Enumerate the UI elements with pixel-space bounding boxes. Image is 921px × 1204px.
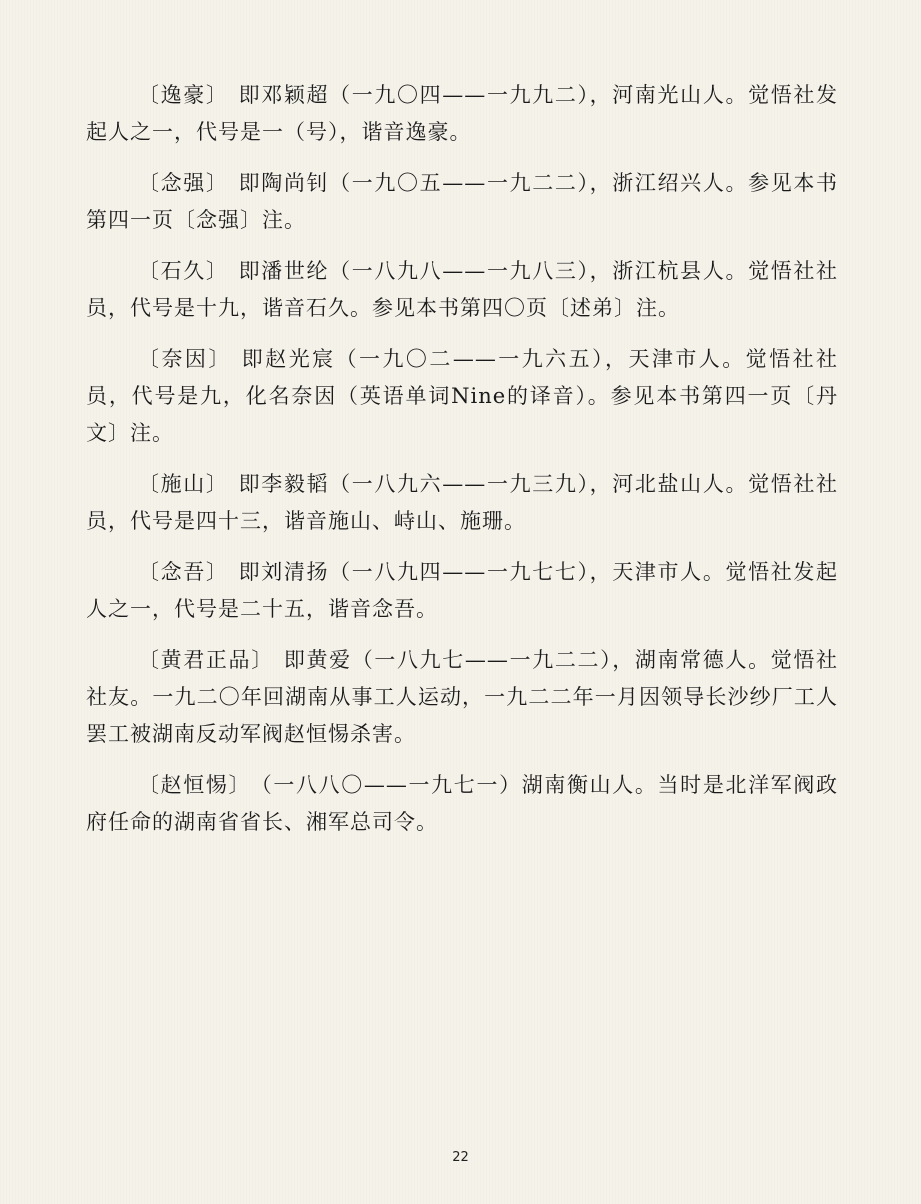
annotation-term: 〔逸豪〕	[138, 83, 229, 107]
annotation-text: 即刘清扬（一八九四——一九七七），天津市人。觉悟社发起人之一，代号是二十五，谐音念吾。	[86, 560, 839, 621]
annotation-text: 即黄爱（一八九七——一九二二），湖南常德人。觉悟社社友。一九二〇年回湖南从事工人运动，一九二二年一月因领导长沙纱厂工人罢工被湖南反动军阀赵恒惕杀害。	[86, 648, 838, 746]
annotation-entry	[86, 165, 838, 239]
annotation-term: 〔赵恒惕〕	[138, 773, 252, 797]
annotation-term: 〔念强〕	[138, 171, 229, 195]
annotation-term: 〔石久〕	[138, 259, 229, 283]
annotation-term: 〔施山〕	[138, 472, 229, 496]
annotation-entry	[86, 77, 838, 151]
annotation-text: （一八八〇——一九七一）湖南衡山人。当时是北洋军阀政府任命的湖南省省长、湘军总司令。	[86, 773, 839, 834]
annotation-entry	[86, 341, 838, 452]
annotation-list	[86, 77, 838, 855]
annotation-text: 即李毅韬（一八九六——一九三九），河北盐山人。觉悟社社员，代号是四十三，谐音施山、峙山、施珊。	[86, 472, 839, 533]
annotation-term: 〔黄君正品〕	[138, 648, 274, 672]
annotation-entry	[86, 466, 838, 540]
annotation-entry	[86, 642, 838, 753]
annotation-entry	[86, 253, 838, 327]
page-number: 22	[452, 1150, 469, 1165]
annotation-text: 即潘世纶（一八九八——一九八三），浙江杭县人。觉悟社社员，代号是十九，谐音石久。参见本书第四〇页〔述弟〕注。	[86, 259, 839, 320]
annotation-entry	[86, 554, 838, 628]
annotation-text: 即邓颖超（一九〇四——一九九二），河南光山人。觉悟社发起人之一，代号是一（号），谐音逸豪。	[86, 83, 839, 144]
annotation-text: 即陶尚钊（一九〇五——一九二二），浙江绍兴人。参见本书第四一页〔念强〕注。	[86, 171, 839, 232]
annotation-term: 〔奈因〕	[138, 347, 232, 371]
annotation-text: 即赵光宸（一九〇二——一九六五），天津市人。觉悟社社员，代号是九，化名奈因（英语单词Nine的译音）。参见本书第四一页〔丹文〕注。	[86, 347, 839, 445]
annotation-term: 〔念吾〕	[138, 560, 229, 584]
annotation-entry	[86, 767, 838, 841]
